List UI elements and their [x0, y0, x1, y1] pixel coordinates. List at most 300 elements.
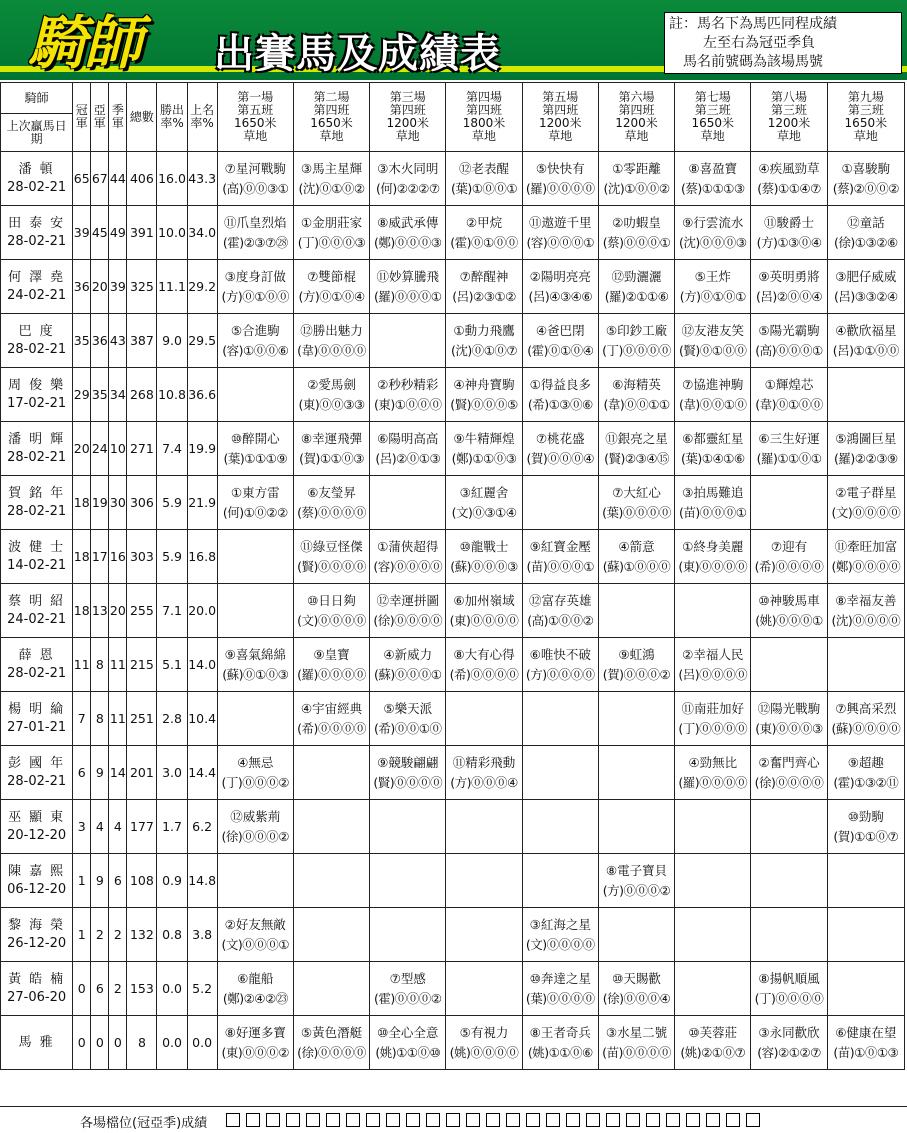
- race-entry: [675, 368, 751, 422]
- last-win-date: 28-02-21: [7, 503, 67, 519]
- wins: 1: [73, 908, 91, 962]
- horse-name: ③度身訂做: [224, 268, 286, 284]
- total-rides: 391: [127, 206, 157, 260]
- jockey-name: 巫顯東: [8, 809, 72, 825]
- race-entry: [827, 854, 904, 908]
- race-entry: [370, 422, 446, 476]
- wins: 18: [73, 584, 91, 638]
- horse-record: (羅)⓪⓪⓪⓪: [678, 774, 748, 790]
- jockey-name: 黃皓楠: [8, 971, 72, 987]
- horse-name: ①金朋莊家: [300, 214, 363, 230]
- jockey-cell: [1, 800, 73, 854]
- seconds: 19: [91, 476, 109, 530]
- race-entry: [370, 638, 446, 692]
- result-box: [746, 1113, 760, 1127]
- horse-record: (霍)⓪①⓪④: [527, 342, 594, 358]
- race-entry: [217, 746, 293, 800]
- race-entry: [827, 152, 904, 206]
- race-entry: [827, 908, 904, 962]
- horse-record: (霍)⓪①⓪⓪: [450, 234, 518, 250]
- horse-record: (徐)⓪⓪⓪④: [602, 990, 671, 1006]
- race-entry: [370, 746, 446, 800]
- seconds: 13: [91, 584, 109, 638]
- horse-record: (高)⓪⓪⓪①: [755, 342, 823, 358]
- horse-record: (葉)①⓪⓪①: [450, 180, 518, 196]
- jockey-name: 賀銘年: [8, 485, 72, 501]
- thirds: 0: [109, 1016, 127, 1070]
- result-box: [226, 1113, 240, 1127]
- horse-name: ⑪妙算騰飛: [376, 268, 440, 284]
- col-race-5: [522, 83, 598, 152]
- jockey-name: 彭國年: [8, 755, 72, 771]
- race-entry: [217, 908, 293, 962]
- race-entry: [370, 908, 446, 962]
- horse-name: ④歡欣福星: [835, 322, 897, 338]
- last-win-date: 14-02-21: [7, 557, 67, 573]
- race-entry: [217, 1016, 293, 1070]
- total-rides: 306: [127, 476, 157, 530]
- race-entry: [293, 314, 369, 368]
- win-rate: 16.0: [157, 152, 187, 206]
- last-win-date: 24-02-21: [7, 611, 67, 627]
- wins: 1: [73, 854, 91, 908]
- win-rate: 11.1: [157, 260, 187, 314]
- horse-record: (蘇)⓪①⓪③: [222, 666, 289, 682]
- horse-name: ⑫老表醒: [459, 160, 510, 176]
- horse-name: ⑩全心全意: [377, 1024, 439, 1040]
- horse-record: (姚)②①⓪⑦: [680, 1044, 746, 1060]
- horse-record: (蔡)②⓪⓪②: [832, 180, 899, 196]
- horse-name: ⑦興高采烈: [835, 700, 897, 716]
- jockey-row: [1, 638, 905, 692]
- race-entry: [827, 530, 904, 584]
- race-entry: [675, 854, 751, 908]
- horse-record: (霍)①③②⑪: [833, 774, 899, 790]
- thirds: 4: [109, 800, 127, 854]
- thirds: 2: [109, 962, 127, 1016]
- race-entry: [446, 908, 522, 962]
- race-entry: [522, 314, 598, 368]
- wins: 7: [73, 692, 91, 746]
- place-rate: 6.2: [187, 800, 217, 854]
- race-entry: [675, 422, 751, 476]
- place-rate: 0.0: [187, 1016, 217, 1070]
- place-rate: 3.8: [187, 908, 217, 962]
- wins: 11: [73, 638, 91, 692]
- horse-name: ⑧電子寶貝: [605, 862, 668, 878]
- race-entry: [370, 854, 446, 908]
- race-dist: 1200米: [539, 116, 582, 130]
- win-rate: 3.0: [157, 746, 187, 800]
- jockey-cell: [1, 314, 73, 368]
- wins: 18: [73, 476, 91, 530]
- horse-record: (賢)⓪⓪⓪⓪: [297, 558, 366, 574]
- race-entry: [598, 476, 674, 530]
- horse-name: ⑤印鈔工廠: [605, 322, 668, 338]
- horse-record: (葉)①①①⑨: [223, 450, 288, 466]
- last-win-date: 20-12-20: [7, 827, 67, 843]
- result-box: [606, 1113, 620, 1127]
- horse-name: ⑨虹鴻: [618, 646, 655, 662]
- race-entry: [751, 530, 827, 584]
- seconds: 35: [91, 368, 109, 422]
- race-entry: [522, 854, 598, 908]
- race-surface: 草地: [319, 129, 344, 143]
- race-entry: [522, 422, 598, 476]
- race-entry: [598, 206, 674, 260]
- race-entry: [293, 530, 369, 584]
- horse-name: ①東方雷: [230, 484, 280, 500]
- horse-name: ③水星二號: [605, 1024, 668, 1040]
- race-entry: [827, 962, 904, 1016]
- race-entry: [293, 962, 369, 1016]
- horse-record: (沈)⓪⓪⓪③: [679, 234, 747, 250]
- jockey-row: [1, 260, 905, 314]
- race-entry: [598, 152, 674, 206]
- note-line: 馬名前號碼為該場馬號: [683, 54, 823, 70]
- jockey-name: 黎海榮: [8, 917, 72, 933]
- horse-name: ⑫勝出魅力: [300, 322, 363, 338]
- total-rides: 8: [127, 1016, 157, 1070]
- horse-name: ③紅麗舍: [459, 484, 509, 500]
- horse-record: (蘇)⓪⓪⓪⓪: [831, 720, 901, 736]
- horse-name: ⑧喜盈寶: [688, 160, 738, 176]
- race-entry: [217, 152, 293, 206]
- horse-name: ⑪駿爵士: [764, 214, 815, 230]
- race-entry: [827, 800, 904, 854]
- horse-name: ⑨紅寶金壓: [529, 538, 591, 554]
- header-banner: [0, 0, 907, 80]
- horse-name: ⑤陽光霸駒: [758, 322, 820, 338]
- win-rate: 5.9: [157, 530, 187, 584]
- jockey-row: [1, 152, 905, 206]
- race-entry: [446, 800, 522, 854]
- race-dist: 1200米: [767, 116, 811, 130]
- horse-record: (呂)①①⓪⓪: [832, 342, 899, 358]
- race-surface: 草地: [853, 129, 878, 143]
- col-win-rate: 勝出率%: [157, 83, 187, 152]
- horse-record: (東)⓪⓪⓪⓪: [678, 558, 748, 574]
- horse-name: ④爸巴閉: [535, 322, 585, 338]
- horse-name: ⑥都靈紅星: [682, 430, 744, 446]
- horse-record: (希)⓪⓪⓪⓪: [754, 558, 824, 574]
- race-entry: [827, 692, 904, 746]
- total-rides: 215: [127, 638, 157, 692]
- race-entry: [751, 476, 827, 530]
- race-entry: [370, 152, 446, 206]
- race-entry: [522, 368, 598, 422]
- horse-name: ⑨牛精輝煌: [453, 430, 515, 446]
- horse-record: (鄭)②④②㉓: [222, 990, 288, 1006]
- race-entry: [522, 206, 598, 260]
- race-entry: [675, 206, 751, 260]
- result-box: [406, 1113, 420, 1127]
- race-entry: [446, 476, 522, 530]
- horse-name: ⑨行雲流水: [682, 214, 744, 230]
- race-entry: [675, 800, 751, 854]
- race-entry: [827, 368, 904, 422]
- last-win-date: 28-02-21: [7, 179, 67, 195]
- horse-name: ⑤合進駒: [230, 322, 280, 338]
- race-entry: [217, 692, 293, 746]
- race-class: 第三班: [847, 103, 884, 117]
- result-box: [726, 1113, 740, 1127]
- horse-name: ⑫友港友笑: [681, 322, 745, 338]
- race-surface: 草地: [243, 129, 268, 143]
- horse-name: ⑫幸運拼圖: [376, 592, 440, 608]
- horse-record: (霍)②③⑦㉘: [222, 234, 288, 250]
- note-line: 註：馬名下為馬匹同程成績: [669, 16, 837, 32]
- jockey-row: [1, 584, 905, 638]
- result-box: [486, 1113, 500, 1127]
- race-entry: [217, 584, 293, 638]
- jockey-name: 巴度: [18, 323, 61, 339]
- horse-record: (苗)⓪⓪⓪⓪: [602, 1044, 671, 1060]
- jockey-name: 蔡明紹: [8, 593, 72, 609]
- race-class: 第四班: [618, 103, 655, 117]
- col-race-4: [446, 83, 522, 152]
- race-entry: [598, 692, 674, 746]
- win-rate: 10.0: [157, 206, 187, 260]
- result-box: [626, 1113, 640, 1127]
- race-entry: [751, 152, 827, 206]
- race-entry: [370, 962, 446, 1016]
- col-first: 冠軍: [73, 83, 91, 152]
- race-entry: [675, 152, 751, 206]
- col-race-1: [217, 83, 293, 152]
- result-box: [386, 1113, 400, 1127]
- race-no: 第八場: [771, 90, 808, 104]
- race-no: 第六場: [618, 90, 655, 104]
- race-surface: 草地: [624, 129, 649, 143]
- last-win-date: 28-02-21: [7, 773, 67, 789]
- horse-record: (姚)①①⓪⑥: [527, 1044, 593, 1060]
- thirds: 14: [109, 746, 127, 800]
- horse-record: (容)①⓪⓪⑥: [222, 342, 289, 358]
- horse-name: ②奮門齊心: [758, 754, 820, 770]
- race-entry: [217, 314, 293, 368]
- horse-record: (方)⓪⓪⓪②: [602, 882, 671, 898]
- horse-name: ②陽明亮亮: [529, 268, 591, 284]
- horse-record: (姚)①①⓪⑩: [375, 1044, 441, 1060]
- horse-name: ⑨超趣: [847, 754, 884, 770]
- race-entry: [446, 962, 522, 1016]
- horse-name: ⑪牽旺加富: [834, 538, 898, 554]
- race-entry: [370, 530, 446, 584]
- race-entry: [446, 152, 522, 206]
- horse-record: (呂)④③④⑥: [528, 288, 593, 304]
- jockey-cell: [1, 422, 73, 476]
- horse-name: ⑫富存英雄: [529, 592, 592, 608]
- race-entry: [446, 422, 522, 476]
- total-rides: 177: [127, 800, 157, 854]
- race-entry: [751, 584, 827, 638]
- horse-record: (鄭)⓪⓪⓪③: [374, 234, 442, 250]
- col-race-9: [827, 83, 904, 152]
- horse-record: (呂)②⓪⓪④: [755, 288, 823, 304]
- horse-record: (丁)⓪⓪⓪②: [221, 774, 290, 790]
- race-class: 第四班: [466, 103, 503, 117]
- horse-record: (鄭)⓪⓪⓪⓪: [831, 558, 901, 574]
- race-entry: [598, 314, 674, 368]
- horse-name: ⑥龍船: [237, 970, 274, 986]
- total-rides: 387: [127, 314, 157, 368]
- jockey-name: 潘明輝: [8, 431, 72, 447]
- horse-record: (蔡)①①④⑦: [757, 180, 821, 196]
- horse-name: ④宇宙經典: [300, 700, 363, 716]
- last-win-date: 28-02-21: [7, 341, 67, 357]
- race-entry: [293, 584, 369, 638]
- horse-name: ①喜駿駒: [841, 160, 891, 176]
- jockey-row: [1, 800, 905, 854]
- result-box: [586, 1113, 600, 1127]
- last-win-date: 27-01-21: [7, 719, 67, 735]
- horse-record: (文)⓪⓪⓪⓪: [831, 504, 901, 520]
- race-entry: [598, 746, 674, 800]
- race-entry: [293, 368, 369, 422]
- horse-name: ②幸福人民: [682, 646, 744, 662]
- race-entry: [522, 260, 598, 314]
- wins: 0: [73, 962, 91, 1016]
- horse-record: (羅)①①⓪①: [756, 450, 822, 466]
- last-win-date: 28-02-21: [7, 449, 67, 465]
- thirds: 11: [109, 692, 127, 746]
- horse-name: ⑧好運多寶: [224, 1024, 286, 1040]
- col-race-3: [370, 83, 446, 152]
- horse-record: (何)②②②⑦: [375, 180, 440, 196]
- race-entry: [370, 692, 446, 746]
- race-entry: [217, 854, 293, 908]
- horse-name: ⑥三生好運: [758, 430, 820, 446]
- win-rate: 0.0: [157, 1016, 187, 1070]
- race-entry: [293, 476, 369, 530]
- col-second: 亞軍: [91, 83, 109, 152]
- place-rate: 19.9: [187, 422, 217, 476]
- race-entry: [598, 962, 674, 1016]
- horse-name: ⑥健康在望: [835, 1024, 897, 1040]
- horse-record: (韋)⓪⓪①①: [603, 396, 670, 412]
- race-entry: [446, 584, 522, 638]
- jockey-row: [1, 854, 905, 908]
- horse-name: ②甲烷: [465, 214, 503, 230]
- horse-record: (高)①⓪⓪②: [527, 612, 594, 628]
- footer-label: 各場檔位(冠亞季)成績: [80, 1116, 208, 1131]
- total-rides: 255: [127, 584, 157, 638]
- jockey-row: [1, 962, 905, 1016]
- race-entry: [675, 314, 751, 368]
- race-entry: [370, 314, 446, 368]
- horse-record: (苗)⓪⓪⓪①: [679, 504, 747, 520]
- race-entry: [827, 584, 904, 638]
- thirds: 49: [109, 206, 127, 260]
- horse-record: (高)⓪⓪③①: [222, 180, 289, 196]
- horse-name: ⑩龍戰士: [459, 538, 509, 554]
- race-entry: [675, 692, 751, 746]
- horse-record: (賢)⓪①⓪⓪: [679, 342, 747, 358]
- wins: 65: [73, 152, 91, 206]
- race-class: 第三班: [694, 103, 731, 117]
- horse-record: (方)⓪①⓪①: [679, 288, 746, 304]
- horse-record: (呂)③③②④: [834, 288, 898, 304]
- race-dist: 1650米: [691, 116, 735, 130]
- last-win-date: 28-02-21: [7, 233, 67, 249]
- race-entry: [751, 800, 827, 854]
- col-jockey: [1, 83, 73, 152]
- horse-record: (呂)⓪⓪⓪⓪: [678, 666, 748, 682]
- horse-name: ⑥海精英: [612, 376, 661, 392]
- race-entry: [522, 152, 598, 206]
- place-rate: 14.8: [187, 854, 217, 908]
- race-entry: [598, 1016, 674, 1070]
- race-no: 第二場: [313, 90, 350, 104]
- race-entry: [522, 962, 598, 1016]
- horse-record: (蔡)⓪⓪⓪①: [602, 234, 671, 250]
- total-rides: 108: [127, 854, 157, 908]
- horse-record: (羅)⓪⓪⓪⓪: [297, 666, 366, 682]
- horse-record: (文)⓪⓪⓪⓪: [297, 612, 366, 628]
- horse-name: ⑤樂天派: [383, 700, 433, 716]
- jockey-cell: [1, 638, 73, 692]
- race-entry: [827, 1016, 904, 1070]
- race-entry: [446, 206, 522, 260]
- race-entry: [293, 800, 369, 854]
- horse-name: ⑦星河戰駒: [224, 160, 286, 176]
- horse-name: ⑤王炸: [694, 268, 731, 284]
- horse-record: (文)⓪⓪⓪⓪: [525, 936, 595, 952]
- horse-record: (韋)⓪⓪①⓪: [679, 396, 747, 412]
- race-dist: 1650米: [310, 116, 353, 130]
- race-no: 第七場: [694, 90, 731, 104]
- race-entry: [751, 368, 827, 422]
- race-class: 第四班: [389, 103, 426, 117]
- race-entry: [827, 476, 904, 530]
- place-rate: 36.6: [187, 368, 217, 422]
- seconds: 20: [91, 260, 109, 314]
- place-rate: 29.5: [187, 314, 217, 368]
- horse-record: (東)⓪⓪③③: [298, 396, 365, 412]
- jockey-cell: [1, 584, 73, 638]
- race-entry: [293, 638, 369, 692]
- race-entry: [293, 746, 369, 800]
- race-entry: [293, 1016, 369, 1070]
- thirds: 10: [109, 422, 127, 476]
- horse-record: (葉)⓪⓪⓪⓪: [525, 990, 595, 1006]
- note-line: 左至右為冠亞季負: [703, 35, 815, 51]
- win-rate: 5.9: [157, 476, 187, 530]
- race-entry: [598, 854, 674, 908]
- result-box: [686, 1113, 700, 1127]
- race-entry: [370, 476, 446, 530]
- race-entry: [827, 314, 904, 368]
- horse-record: (羅)②②③⑨: [834, 450, 898, 466]
- result-boxes: [226, 1113, 766, 1129]
- race-entry: [370, 206, 446, 260]
- horse-record: (賀)①①⓪⑦: [833, 828, 899, 844]
- horse-name: ①得益良多: [529, 376, 591, 392]
- horse-name: ③永同歡欣: [758, 1024, 820, 1040]
- win-rate: 7.4: [157, 422, 187, 476]
- horse-name: ⑤黃色潛艇: [300, 1024, 363, 1040]
- race-entry: [370, 260, 446, 314]
- win-rate: 10.8: [157, 368, 187, 422]
- jockey-cell: [1, 476, 73, 530]
- horse-name: ⑦醉醒神: [459, 268, 509, 284]
- horse-record: (文)⓪⓪⓪①: [221, 936, 290, 952]
- horse-record: (蔡)⓪⓪⓪⓪: [297, 504, 366, 520]
- result-box: [306, 1113, 320, 1127]
- last-win-date: 26-12-20: [7, 935, 67, 951]
- horse-record: (鄭)①①⓪③: [451, 450, 517, 466]
